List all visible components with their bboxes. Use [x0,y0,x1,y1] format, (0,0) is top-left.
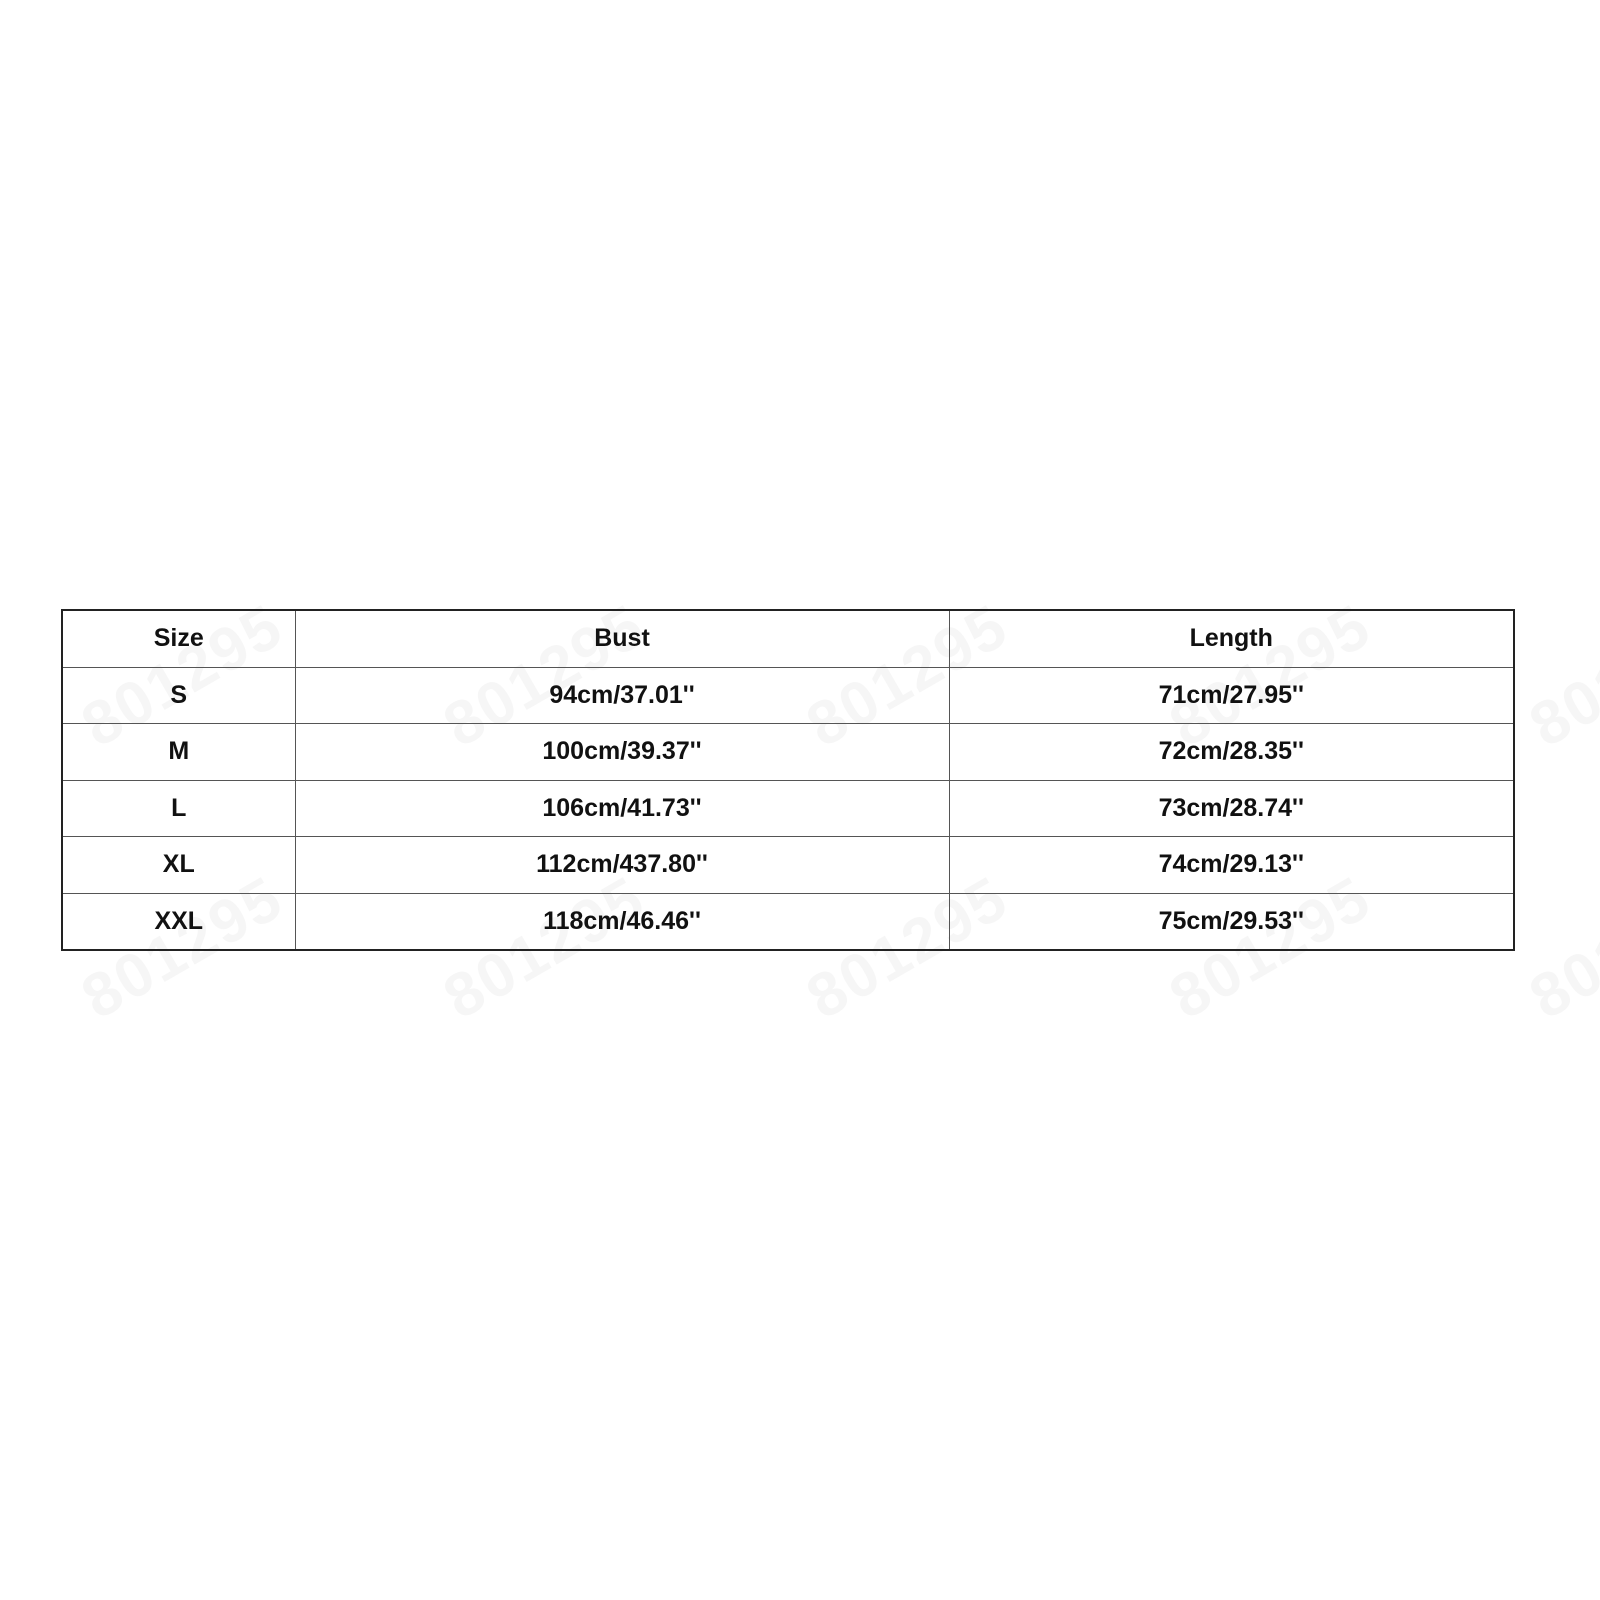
size-cell: XL [62,837,295,894]
bust-cell: 112cm/437.80'' [295,837,949,894]
length-cell: 74cm/29.13'' [949,837,1514,894]
table-row [62,724,1514,781]
length-cell: 71cm/27.95'' [949,667,1514,724]
size-cell: XXL [62,893,295,950]
header-length: Length [949,610,1514,667]
size-cell: S [62,667,295,724]
table-row [62,667,1514,724]
header-bust: Bust [295,610,949,667]
length-cell: 73cm/28.74'' [949,780,1514,837]
table-row [62,780,1514,837]
watermark [1518,863,1600,1034]
size-cell: L [62,780,295,837]
watermark [1518,591,1600,762]
table-row [62,893,1514,950]
table-header-row [62,610,1514,667]
size-cell: M [62,724,295,781]
length-cell: 72cm/28.35'' [949,724,1514,781]
bust-cell: 100cm/39.37'' [295,724,949,781]
bust-cell: 118cm/46.46'' [295,893,949,950]
bust-cell: 106cm/41.73'' [295,780,949,837]
table-row [62,837,1514,894]
bust-cell: 94cm/37.01'' [295,667,949,724]
length-cell: 75cm/29.53'' [949,893,1514,950]
size-chart-table [61,609,1515,951]
header-size: Size [62,610,295,667]
